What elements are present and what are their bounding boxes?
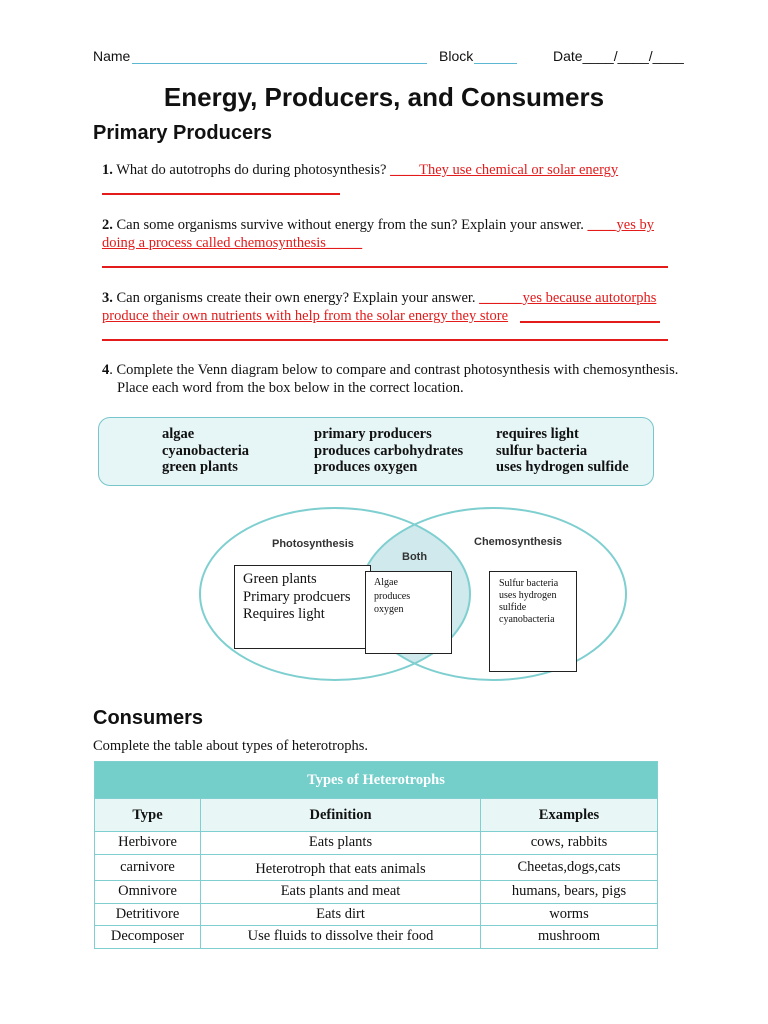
venn-answer: Primary prodcuers — [243, 588, 351, 605]
venn-answer: sulfide — [499, 602, 527, 613]
heterotrophs-table — [94, 761, 658, 949]
name-label: Name — [93, 48, 131, 64]
answer-1[interactable]: ____They use chemical or solar energy — [390, 162, 619, 178]
date-field[interactable]: Date____/____/____ — [553, 48, 684, 64]
table-row — [95, 832, 658, 855]
word-bank-item: sulfur bacteria — [496, 442, 588, 459]
word-bank-item: primary producers — [314, 426, 432, 442]
table-header: Examples — [481, 799, 658, 832]
table-cell[interactable]: humans, bears, pigs — [481, 881, 658, 904]
answer-2-part1[interactable]: ____yes by — [587, 217, 655, 233]
question-number: 1. — [102, 162, 113, 178]
section-heading-producers: Primary Producers — [93, 122, 272, 144]
answer-3-part1[interactable]: ______yes because autotorphs — [479, 290, 657, 306]
venn-middle-label: Both — [402, 551, 428, 563]
venn-answer: oxygen — [374, 604, 404, 615]
table-cell[interactable]: Eats plants and meat — [201, 881, 481, 904]
venn-answer: Requires light — [243, 606, 325, 622]
question-text: Can some organisms survive without energy from the sun? Explain your answer. — [112, 217, 588, 233]
answer-2-part2[interactable]: doing a process called chemosynthesis_____ — [102, 235, 363, 251]
table-cell[interactable]: Use fluids to dissolve their food — [201, 926, 481, 949]
question-text: Can organisms create their own energy? Explain your answer. — [112, 290, 480, 306]
page-title: Energy, Producers, and Consumers — [163, 82, 605, 112]
table-cell[interactable]: Eats dirt — [201, 903, 481, 926]
venn-right-answer-box[interactable] — [489, 571, 577, 672]
table-cell[interactable]: carnivore — [95, 854, 201, 881]
venn-middle-answer-box[interactable] — [365, 571, 452, 654]
table-cell[interactable]: Heterotroph that eats animals — [201, 854, 481, 881]
venn-answer: Algae — [374, 577, 398, 588]
table-cell[interactable]: Decomposer — [95, 926, 201, 949]
table-cell[interactable]: Herbivore — [95, 832, 201, 855]
table-title: Types of Heterotrophs — [95, 762, 658, 799]
word-bank-item: uses hydrogen sulfide — [496, 459, 629, 475]
table-header: Definition — [201, 799, 481, 832]
consumers-instruction: Complete the table about types of heterotrophs. — [93, 738, 369, 754]
venn-answer: Sulfur bacteria — [499, 578, 559, 589]
table-cell[interactable]: Cheetas,dogs,cats — [481, 854, 658, 881]
venn-answer: uses hydrogen — [499, 590, 557, 601]
question-text-2: Place each word from the box below in the correct location. — [117, 380, 464, 396]
venn-left-answer-box[interactable] — [234, 565, 371, 649]
word-bank-item: green plants — [162, 459, 238, 475]
question-number: 4 — [102, 362, 110, 378]
word-bank-item: cyanobacteria — [162, 442, 249, 459]
question-text: What do autotrophs do during photosynthesis? — [112, 162, 391, 178]
answer-3-part2[interactable]: produce their own nutrients with help from the solar energy they store — [102, 308, 509, 324]
question-number: 3. — [102, 290, 113, 306]
table-cell[interactable]: cows, rabbits — [481, 832, 658, 855]
table-row — [95, 926, 658, 949]
table-row — [95, 903, 658, 926]
table-cell[interactable]: mushroom — [481, 926, 658, 949]
word-bank-item: produces oxygen — [314, 459, 418, 475]
venn-left-label: Photosynthesis — [272, 538, 354, 550]
table-cell[interactable]: Omnivore — [95, 881, 201, 904]
question-number: 2. — [102, 217, 113, 233]
table-cell[interactable]: Detritivore — [95, 903, 201, 926]
table-header: Type — [95, 799, 201, 832]
question-text: . Complete the Venn diagram below to compare and contrast photosynthesis with chemosynthesis. — [109, 362, 679, 378]
block-label: Block — [439, 48, 474, 64]
table-cell[interactable]: worms — [481, 903, 658, 926]
venn-answer: cyanobacteria — [499, 614, 555, 625]
venn-answer: Green plants — [243, 571, 317, 587]
section-heading-consumers: Consumers — [93, 707, 204, 729]
word-bank-item: algae — [162, 426, 195, 442]
table-row — [95, 854, 658, 881]
word-bank-item: requires light — [496, 426, 579, 442]
table-cell[interactable]: Eats plants — [201, 832, 481, 855]
word-bank-item: produces carbohydrates — [314, 442, 464, 459]
venn-answer: produces — [374, 590, 411, 602]
venn-right-label: Chemosynthesis — [474, 536, 563, 548]
table-row — [95, 881, 658, 904]
